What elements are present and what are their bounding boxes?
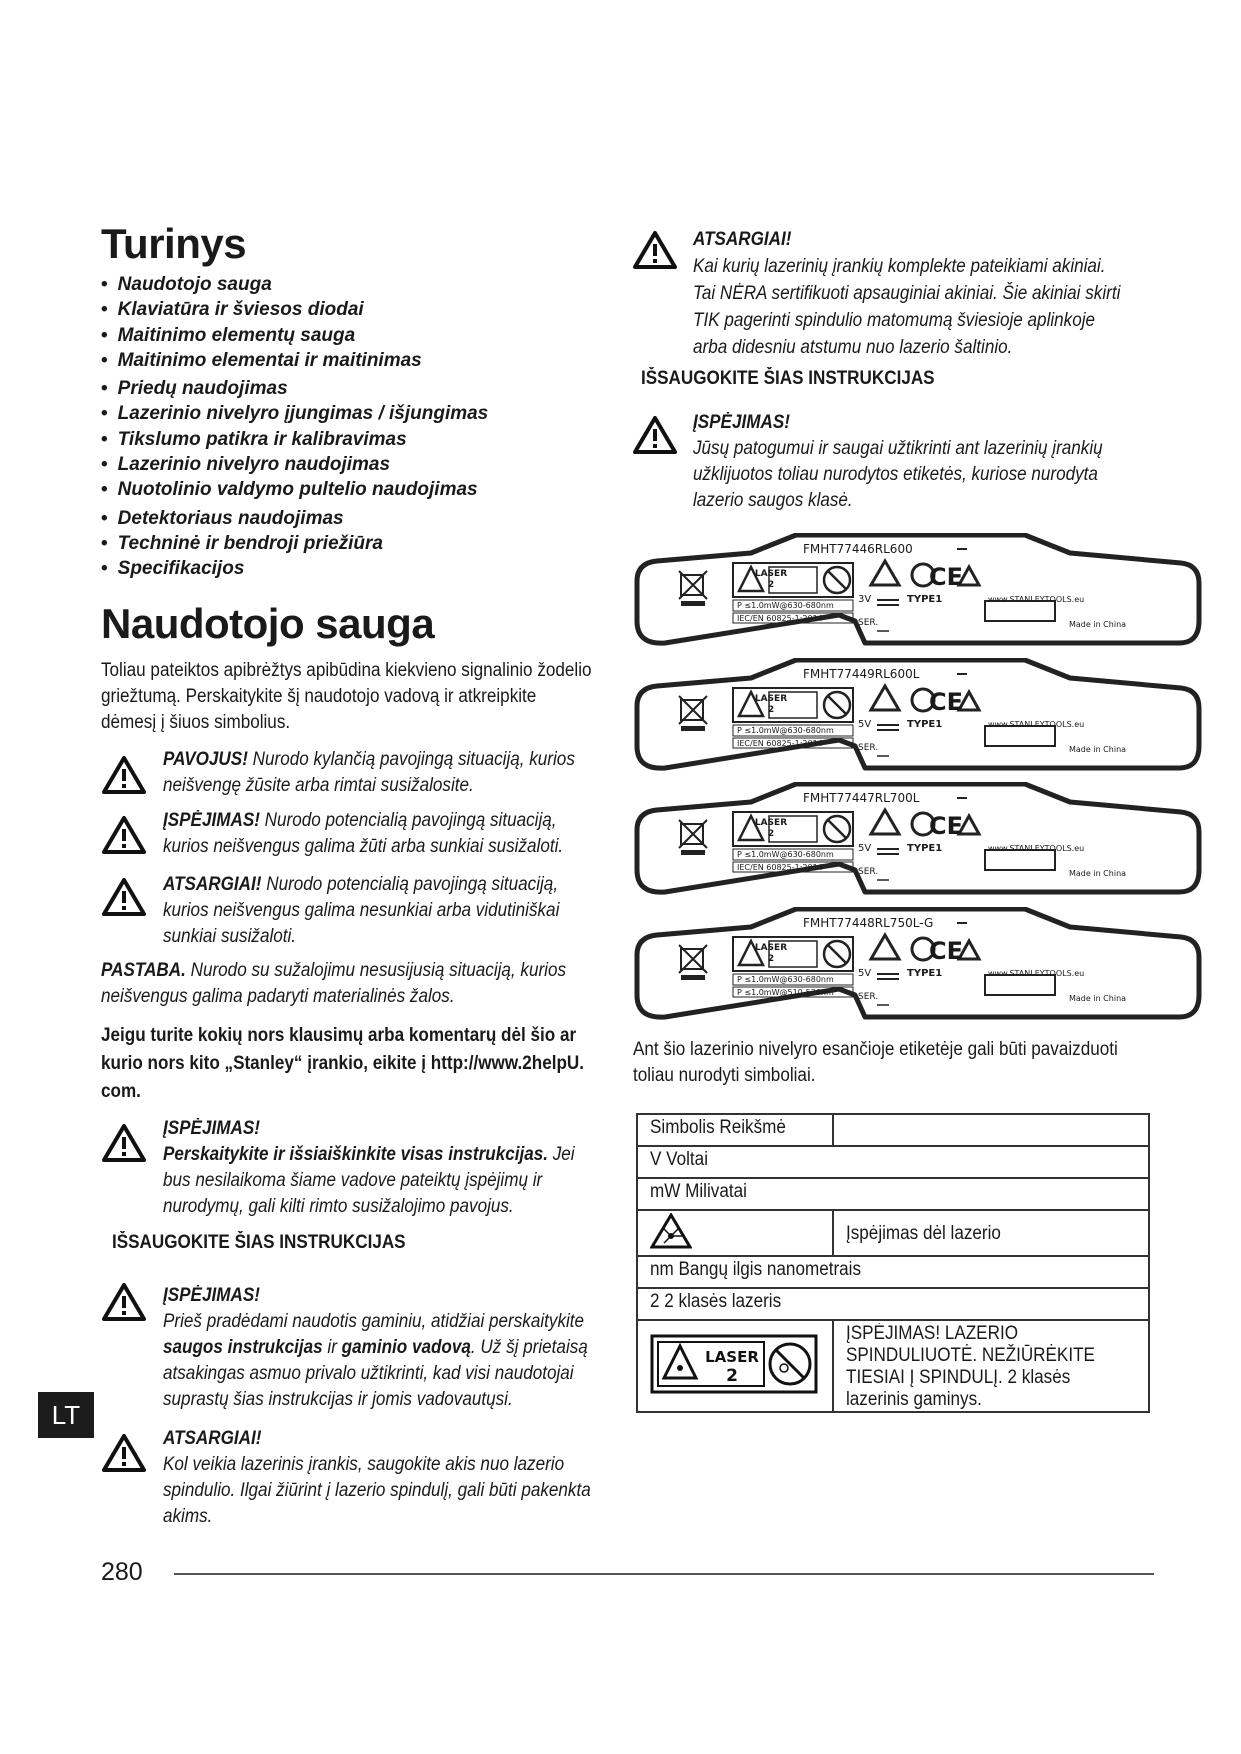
- warning-read-instructions: ĮSPĖJIMAS! Perskaitykite ir išsiaiškinkite visas instrukcijas. Jei bus nesilaikoma šiame vadove pateiktų įspėjimų ir nurodymų, gali kilti rimto susižalojimo pavojus.: [163, 1118, 575, 1217]
- warning-triangle-icon: [102, 755, 146, 795]
- label-laser-text: LASER: [754, 694, 788, 704]
- label-model: FMHT77448RL750L-G: [803, 916, 934, 930]
- label-serial: SER.: [858, 867, 879, 877]
- label-class-text: 2: [767, 705, 775, 715]
- toc-item: • Techninė ir bendroji priežiūra: [101, 531, 621, 556]
- label-type: TYPE1: [907, 843, 943, 854]
- label-voltage: 5V: [858, 719, 872, 730]
- ce-mark: CE: [929, 812, 964, 840]
- symbols-intro: Ant šio lazerinio nivelyro esančioje etiketėje gali būti pavaizduoti toliau nurodyti simboliai.: [633, 1039, 1118, 1086]
- toc-item: • Detektoriaus naudojimas: [101, 506, 621, 531]
- warning-triangle-icon: [633, 230, 677, 270]
- label-standard-line: IEC/EN 60825-1:2014: [737, 614, 823, 623]
- label-model: FMHT77447RL700L: [803, 791, 920, 805]
- toc-item: • Priedų naudojimas: [101, 376, 621, 401]
- toc-item: • Nuotolinio valdymo pultelio naudojimas: [101, 477, 621, 502]
- label-type: TYPE1: [907, 594, 943, 605]
- toc-item: • Naudotojo sauga: [101, 272, 621, 297]
- product-label: [633, 782, 1203, 900]
- label-laser-text: LASER: [754, 818, 788, 828]
- label-power-line: P ≤1.0mW@630-680nm: [737, 975, 834, 984]
- label-class-text: 2: [767, 829, 775, 839]
- page-number: 280: [101, 1558, 143, 1586]
- toc-item: • Tikslumo patikra ir kalibravimas: [101, 427, 621, 452]
- label-standard-line: IEC/EN 60825-1:2014: [737, 863, 823, 872]
- table-row: 2 2 klasės lazeris: [637, 1288, 1149, 1320]
- save-instructions-heading: IŠSAUGOKITE ŠIAS INSTRUKCIJAS: [112, 1232, 406, 1253]
- label-model: FMHT77446RL600: [803, 542, 913, 556]
- caution-definition: ATSARGIAI! Nurodo potencialią pavojingą situaciją, kurios neišvengus galima nesunkiai arba vidutiniškai sunkiai susižaloti.: [163, 874, 560, 947]
- label-voltage: 5V: [858, 843, 872, 854]
- toc-item: • Lazerinio nivelyro įjungimas / išjungimas: [101, 401, 621, 426]
- warning-triangle-icon: [102, 1123, 146, 1163]
- ce-mark: CE: [929, 563, 964, 591]
- footer-divider: [174, 1573, 1154, 1575]
- toc-item: • Lazerinio nivelyro naudojimas: [101, 452, 621, 477]
- label-laser-text: LASER: [754, 943, 788, 953]
- table-row: mW Milivatai: [637, 1178, 1149, 1210]
- label-website: www.STANLEYTOOLS.eu: [988, 844, 1085, 853]
- toc-item: • Klaviatūra ir šviesos diodai: [101, 297, 621, 322]
- table-row: V Voltai: [637, 1146, 1149, 1178]
- label-type: TYPE1: [907, 719, 943, 730]
- label-origin: Made in China: [1069, 745, 1127, 754]
- product-label: [633, 907, 1203, 1025]
- label-website: www.STANLEYTOOLS.eu: [988, 720, 1085, 729]
- warning-triangle-icon: [102, 815, 146, 855]
- toc-list: [101, 272, 621, 582]
- label-origin: Made in China: [1069, 869, 1127, 878]
- warning-definition: ĮSPĖJIMAS! Nurodo potencialią pavojingą situaciją, kurios neišvengus galima žūti arba sunkiai susižaloti.: [163, 810, 564, 857]
- table-row: Simbolis Reikšmė: [637, 1114, 1149, 1146]
- table-row: nm Bangų ilgis nanometrais: [637, 1256, 1149, 1288]
- notice-definition: PASTABA. Nurodo su sužalojimu nesusijusią situaciją, kurios neišvengus galima padaryti materialinės žalos.: [101, 960, 567, 1007]
- symbols-table: [636, 1113, 1150, 1413]
- label-power-line: P ≤1.0mW@630-680nm: [737, 601, 834, 610]
- intro-paragraph: Toliau pateiktos apibrėžtys apibūdina kiekvieno signalinio žodelio griežtumą. Perskaitykite šį naudotojo vadovą ir atkreipkite dėmesį į šiuos simbolius.: [101, 660, 592, 733]
- label-power-line: P ≤1.0mW@630-680nm: [737, 850, 834, 859]
- warning-labels: ĮSPĖJIMAS! Jūsų patogumui ir saugai užtikrinti ant lazerinių įrankių užklijuotos toliau nurodytos etiketės, kuriose nurodyta lazerio saugos klasė.: [693, 412, 1103, 511]
- label-standard-line: P ≤1.0mW@510-530nm: [737, 988, 834, 997]
- label-serial: SER.: [858, 618, 879, 628]
- laser-warning-icon: [650, 1213, 692, 1249]
- label-type: TYPE1: [907, 968, 943, 979]
- toc-title: Turinys: [101, 220, 247, 267]
- caution-glasses: ATSARGIAI! Kai kurių lazerinių įrankių komplekte pateikiami akiniai. Tai NĖRA sertifikuoti apsauginiai akiniai. Šie akiniai skirti TIK pagerinti spindulio matomumą šviesioje aplinkoje arba didesniu atstumu nuo lazerio šaltinio.: [693, 229, 1121, 358]
- table-row: Įspėjimas dėl lazerio: [637, 1210, 1149, 1256]
- product-label: [633, 658, 1203, 776]
- ce-mark: CE: [929, 688, 964, 716]
- svg-text:LASER: LASER: [705, 1348, 759, 1366]
- caution-eye-protection: ATSARGIAI! Kol veikia lazerinis įrankis, saugokite akis nuo lazerio spindulio. Ilgai žiūrint į lazerio spindulį, gali būti pakenkta akims.: [163, 1428, 591, 1527]
- laser-class2-label-icon: [650, 1334, 818, 1394]
- table-row: LASER 2 ĮSPĖJIMAS! LAZERIO SPINDULIUOTĖ. NEŽIŪRĖKITE TIESIAI Į SPINDULĮ. 2 klasės lazerinis gaminys.: [637, 1320, 1149, 1412]
- danger-definition: PAVOJUS! Nurodo kylančią pavojingą situaciją, kurios neišvengę žūsite arba rimtai susižalosite.: [163, 749, 575, 796]
- label-website: www.STANLEYTOOLS.eu: [988, 969, 1085, 978]
- section-title: Naudotojo sauga: [101, 600, 435, 647]
- label-origin: Made in China: [1069, 620, 1127, 629]
- warning-read-manual: ĮSPĖJIMAS! Prieš pradėdami naudotis gaminiu, atidžiai perskaitykite saugos instrukcijas ir gaminio vadovą. Už šį prietaisą atsakingas asmuo privalo užtikrinti, kad visi naudotojai suprastų šias instrukcijas ir jomis vadovautųsi.: [163, 1285, 588, 1410]
- product-label: [633, 533, 1203, 651]
- label-power-line: P ≤1.0mW@630-680nm: [737, 726, 834, 735]
- warning-triangle-icon: [102, 877, 146, 917]
- label-serial: SER.: [858, 743, 879, 753]
- language-tab: LT: [38, 1392, 94, 1438]
- label-serial: SER.: [858, 992, 879, 1002]
- questions-paragraph: Jeigu turite kokių nors klausimų arba komentarų dėl šio ar kurio nors kito „Stanley“ įrankio, eikite į http://www.2helpU. com.: [101, 1025, 585, 1102]
- ce-mark: CE: [929, 937, 964, 965]
- toc-item: • Maitinimo elementų sauga: [101, 323, 621, 348]
- label-model: FMHT77449RL600L: [803, 667, 920, 681]
- label-class-text: 2: [767, 580, 775, 590]
- warning-triangle-icon: [633, 415, 677, 455]
- warning-triangle-icon: [102, 1282, 146, 1322]
- toc-item: • Specifikacijos: [101, 556, 621, 581]
- save-instructions-heading: IŠSAUGOKITE ŠIAS INSTRUKCIJAS: [641, 368, 935, 389]
- label-class-text: 2: [767, 954, 775, 964]
- label-laser-text: LASER: [754, 569, 788, 579]
- warning-triangle-icon: [102, 1433, 146, 1473]
- label-voltage: 5V: [858, 968, 872, 979]
- label-standard-line: IEC/EN 60825-1:2014: [737, 739, 823, 748]
- label-voltage: 3V: [858, 594, 872, 605]
- toc-item: • Maitinimo elementai ir maitinimas: [101, 348, 621, 373]
- svg-text:2: 2: [726, 1366, 738, 1386]
- label-origin: Made in China: [1069, 994, 1127, 1003]
- label-website: www.STANLEYTOOLS.eu: [988, 595, 1085, 604]
